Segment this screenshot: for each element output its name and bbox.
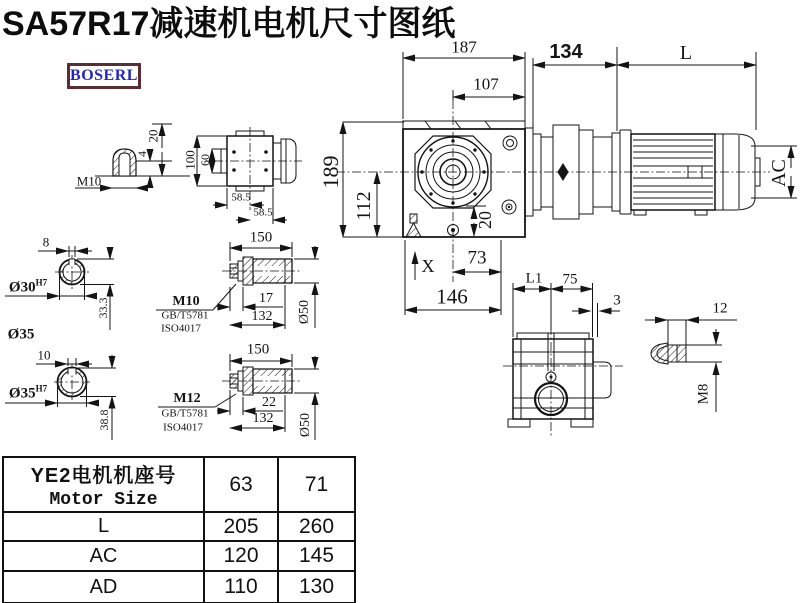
label-dia-35: Ø35 (7, 326, 35, 343)
dim-3: 3 (613, 292, 621, 309)
dim-187: 187 (451, 37, 477, 57)
centerlines (54, 100, 770, 437)
table-row-L-63: 205 (205, 513, 279, 542)
table-row-AD-label: AD (4, 572, 205, 602)
top-view (197, 131, 296, 224)
dim-107: 107 (473, 74, 499, 94)
table-header-en: Motor Size (49, 490, 158, 510)
std-gb-sleeve1: GB/T5781 (161, 309, 209, 322)
dim-dia-50-sleeve2: Ø50 (298, 412, 313, 438)
dim-bore-30: $Ø30^{H7}$ (8, 277, 48, 296)
dim-33-3: 33.3 (96, 297, 110, 319)
std-gb-sleeve2: GB/T5781 (161, 407, 209, 420)
dim-L: L (679, 42, 693, 64)
dim-58-5-a: 58.5 (231, 191, 251, 204)
table-row-AC-63: 120 (205, 542, 279, 572)
bolt-m8-detail (645, 320, 737, 412)
dim-L1: L1 (525, 270, 543, 287)
dim-AC: AC (768, 159, 790, 187)
thread-m10-key: M10 (76, 173, 102, 189)
front-view (403, 121, 541, 237)
x-direction-mark: X (421, 256, 435, 276)
thread-m8: M8 (695, 383, 712, 405)
thread-m10-sleeve: M10 (172, 294, 200, 309)
dim-key-4: 4 (135, 151, 149, 157)
dim-100: 100 (182, 150, 198, 170)
table-header-71: 71 (279, 458, 354, 513)
dim-150-sleeve2: 150 (246, 341, 270, 358)
dim-58-5-b: 58.5 (253, 206, 273, 219)
dim-132-sleeve2: 132 (252, 411, 274, 426)
dim-112: 112 (353, 191, 375, 221)
dim-22: 22 (262, 395, 276, 410)
dim-150-sleeve1: 150 (249, 229, 273, 246)
dim-132-sleeve1: 132 (251, 309, 273, 324)
table-header-cn: YE2电机机座号 (30, 465, 177, 487)
thread-m12-sleeve: M12 (173, 391, 201, 406)
dim-10: 10 (37, 347, 51, 363)
table-header-63: 63 (205, 458, 279, 513)
dim-8: 8 (42, 234, 50, 250)
dim-20-front: 20 (475, 211, 495, 229)
dim-134: 134 (549, 41, 583, 63)
std-iso-sleeve1: ISO4017 (161, 322, 201, 335)
table-row-AC-label: AC (4, 542, 205, 572)
table-row-L-label: L (4, 513, 205, 542)
dim-75: 75 (562, 271, 578, 288)
dim-60: 60 (198, 154, 212, 166)
dim-12: 12 (712, 300, 728, 317)
page-title: SA57R17减速机电机尺寸图纸 (2, 5, 456, 43)
dim-38-8: 38.8 (97, 409, 111, 431)
rear-view (508, 283, 620, 427)
table-row-AD-71: 130 (298, 575, 335, 598)
dim-73: 73 (467, 247, 487, 269)
table-row-AC-71: 145 (279, 542, 354, 572)
dim-146: 146 (436, 284, 468, 309)
dim-key-20: 20 (145, 129, 161, 143)
dim-189: 189 (318, 155, 343, 189)
dim-17: 17 (259, 291, 273, 306)
table-row-AD-63: 110 (205, 572, 279, 602)
dim-bore-35: $Ø35^{H7}$ (8, 383, 48, 402)
boserl-logo (67, 63, 141, 89)
table-row-L-71: 260 (279, 513, 354, 542)
boserl-logo-text: BOSERL (70, 67, 138, 84)
std-iso-sleeve2: ISO4017 (163, 421, 203, 434)
motor-size-table (2, 456, 356, 603)
dim-dia-50-sleeve1: Ø50 (297, 299, 312, 325)
table-header-motor-size (4, 458, 205, 513)
